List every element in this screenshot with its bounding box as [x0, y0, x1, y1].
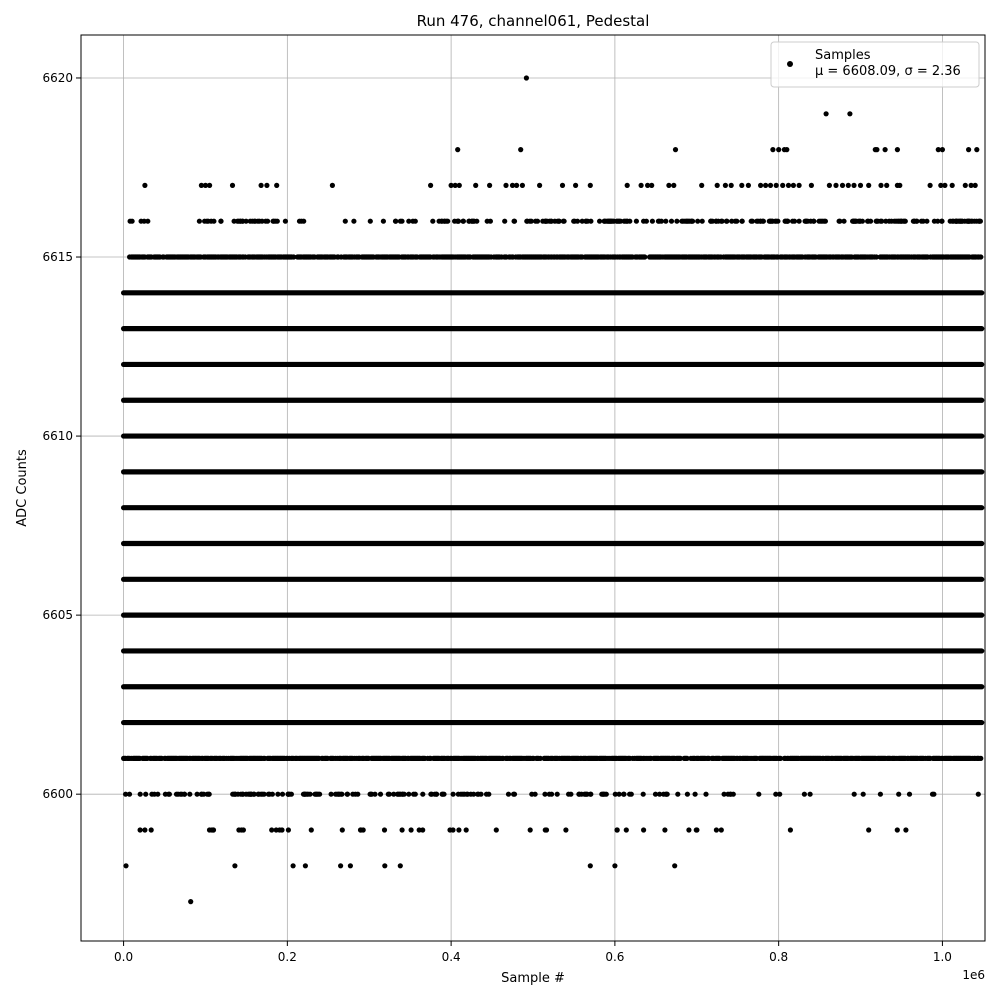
- sample-point: [760, 219, 765, 224]
- sample-point: [716, 219, 721, 224]
- sample-point: [797, 183, 802, 188]
- sample-point: [402, 792, 407, 797]
- sample-point: [473, 183, 478, 188]
- sample-point: [142, 183, 147, 188]
- sample-point: [824, 111, 829, 116]
- sample-point: [833, 183, 838, 188]
- sample-point: [182, 792, 187, 797]
- sample-point: [729, 183, 734, 188]
- sample-point: [966, 219, 971, 224]
- sample-point: [486, 792, 491, 797]
- sample-point: [269, 827, 274, 832]
- sample-point: [241, 827, 246, 832]
- sample-point: [537, 183, 542, 188]
- sample-point: [942, 183, 947, 188]
- sample-point: [511, 219, 516, 224]
- sample-point: [317, 792, 322, 797]
- sample-point: [657, 219, 662, 224]
- sample-point: [393, 219, 398, 224]
- sample-point: [549, 792, 554, 797]
- sample-point: [883, 147, 888, 152]
- sample-point: [625, 183, 630, 188]
- sample-point: [411, 792, 416, 797]
- sample-point: [434, 792, 439, 797]
- x-axis-offset-text: 1e6: [962, 968, 985, 982]
- legend-marker: [787, 61, 793, 67]
- sample-point: [439, 219, 444, 224]
- sample-point: [465, 792, 470, 797]
- legend-stats-label: μ = 6608.09, σ = 2.36: [815, 64, 961, 79]
- sample-point: [127, 792, 132, 797]
- y-axis-label: ADC Counts: [15, 449, 30, 527]
- sample-point: [471, 792, 476, 797]
- sample-point: [875, 219, 880, 224]
- sample-point: [210, 827, 215, 832]
- x-axis-label: Sample #: [501, 971, 565, 986]
- sample-point: [641, 827, 646, 832]
- sample-point: [149, 827, 154, 832]
- sample-point: [130, 219, 135, 224]
- sample-point: [187, 792, 192, 797]
- sample-point: [785, 219, 790, 224]
- sample-point: [847, 111, 852, 116]
- sample-point: [780, 183, 785, 188]
- sample-point: [256, 792, 261, 797]
- sample-point: [739, 183, 744, 188]
- sample-point: [540, 219, 545, 224]
- sample-point: [699, 183, 704, 188]
- sample-point: [950, 183, 955, 188]
- sample-point: [312, 792, 317, 797]
- sample-point: [338, 863, 343, 868]
- y-tick-label: 6610: [42, 429, 73, 444]
- sample-point: [669, 219, 674, 224]
- sample-point: [700, 219, 705, 224]
- sample-point: [883, 219, 888, 224]
- sample-point: [671, 183, 676, 188]
- sample-point: [897, 183, 902, 188]
- sample-point: [291, 863, 296, 868]
- sample-point: [255, 219, 260, 224]
- sample-point: [230, 183, 235, 188]
- sample-point: [682, 219, 687, 224]
- sample-point: [303, 863, 308, 868]
- sample-point: [233, 792, 238, 797]
- sample-point: [866, 183, 871, 188]
- sample-point: [573, 183, 578, 188]
- sample-point: [309, 827, 314, 832]
- sample-point: [514, 183, 519, 188]
- sample-point: [774, 183, 779, 188]
- sample-point: [270, 792, 275, 797]
- sample-point: [827, 183, 832, 188]
- sample-point: [674, 219, 679, 224]
- sample-point: [662, 827, 667, 832]
- sample-point: [286, 827, 291, 832]
- sample-point: [612, 863, 617, 868]
- sample-point: [400, 827, 405, 832]
- sample-point: [802, 792, 807, 797]
- sample-point: [608, 219, 613, 224]
- sample-point: [895, 219, 900, 224]
- sample-point: [467, 219, 472, 224]
- sample-point: [351, 219, 356, 224]
- sample-point: [788, 827, 793, 832]
- sample-point: [330, 183, 335, 188]
- sample-point: [809, 183, 814, 188]
- x-tick-label: 0.4: [441, 950, 461, 964]
- sample-point: [563, 827, 568, 832]
- sample-point: [588, 219, 593, 224]
- sample-point: [244, 219, 249, 224]
- sample-point: [719, 827, 724, 832]
- sample-point: [786, 183, 791, 188]
- sample-point: [621, 792, 626, 797]
- sample-point: [583, 792, 588, 797]
- sample-point: [444, 219, 449, 224]
- sample-point: [283, 219, 288, 224]
- sample-point: [763, 183, 768, 188]
- sample-point: [693, 792, 698, 797]
- sample-point: [552, 219, 557, 224]
- sample-point: [382, 827, 387, 832]
- sample-point: [758, 183, 763, 188]
- sample-point: [840, 183, 845, 188]
- sample-point: [503, 183, 508, 188]
- x-tick-label: 0.0: [114, 950, 134, 964]
- sample-point: [207, 183, 212, 188]
- sample-point: [615, 219, 620, 224]
- sample-point: [928, 183, 933, 188]
- sample-point: [746, 183, 751, 188]
- x-tick-label: 0.8: [769, 950, 789, 964]
- sample-point: [588, 183, 593, 188]
- sample-point: [811, 219, 816, 224]
- sample-point: [487, 183, 492, 188]
- sample-point: [675, 792, 680, 797]
- sample-point: [649, 183, 654, 188]
- sample-point: [348, 863, 353, 868]
- sample-point: [973, 183, 978, 188]
- sample-point: [903, 827, 908, 832]
- sample-point: [382, 863, 387, 868]
- sample-point: [474, 219, 479, 224]
- sample-point: [406, 219, 411, 224]
- sample-point: [940, 147, 945, 152]
- sample-point: [791, 183, 796, 188]
- sample-point: [340, 827, 345, 832]
- chart-title: Run 476, channel061, Pedestal: [416, 12, 650, 30]
- sample-point: [588, 792, 593, 797]
- sample-point: [555, 792, 560, 797]
- sample-point: [398, 219, 403, 224]
- sample-point: [627, 792, 632, 797]
- sample-point: [729, 219, 734, 224]
- sample-point: [770, 147, 775, 152]
- sample-point: [597, 219, 602, 224]
- sample-point: [666, 183, 671, 188]
- sample-point: [977, 219, 982, 224]
- legend: [771, 42, 979, 87]
- sample-point: [174, 792, 179, 797]
- sample-point: [784, 147, 789, 152]
- sample-point: [878, 183, 883, 188]
- sample-point: [211, 219, 216, 224]
- sample-point: [461, 219, 466, 224]
- sample-point: [142, 827, 147, 832]
- sample-point: [420, 792, 425, 797]
- sample-point: [823, 219, 828, 224]
- sample-point: [123, 863, 128, 868]
- sample-point: [841, 219, 846, 224]
- sample-point: [369, 792, 374, 797]
- sample-point: [560, 183, 565, 188]
- x-tick-label: 0.6: [605, 950, 625, 964]
- sample-point: [368, 219, 373, 224]
- y-tick-label: 6605: [42, 608, 73, 623]
- sample-point: [297, 219, 302, 224]
- sample-point: [506, 792, 511, 797]
- sample-point: [456, 792, 461, 797]
- sample-point: [345, 792, 350, 797]
- sample-point: [152, 792, 157, 797]
- sample-point: [249, 792, 254, 797]
- sample-point: [398, 863, 403, 868]
- sample-point: [907, 792, 912, 797]
- sample-point: [238, 219, 243, 224]
- sample-point: [974, 147, 979, 152]
- sample-point: [232, 863, 237, 868]
- sample-point: [561, 219, 566, 224]
- sample-point: [715, 183, 720, 188]
- sample-point: [450, 827, 455, 832]
- sample-point: [456, 219, 461, 224]
- sample-point: [568, 792, 573, 797]
- sample-point: [878, 792, 883, 797]
- sample-point: [774, 219, 779, 224]
- sample-point: [866, 827, 871, 832]
- sample-point: [805, 219, 810, 224]
- sample-point: [529, 792, 534, 797]
- sample-point: [271, 219, 276, 224]
- sample-point: [978, 254, 983, 259]
- sample-point: [456, 827, 461, 832]
- sample-point: [754, 219, 759, 224]
- sample-point: [641, 792, 646, 797]
- sample-point: [852, 792, 857, 797]
- sample-point: [673, 147, 678, 152]
- sample-point: [978, 756, 983, 761]
- sample-point: [884, 183, 889, 188]
- sample-point: [529, 219, 534, 224]
- sample-point: [644, 219, 649, 224]
- x-tick-label: 1.0: [932, 950, 952, 964]
- sample-point: [202, 219, 207, 224]
- sample-point: [440, 792, 445, 797]
- sample-point: [350, 792, 355, 797]
- sample-point: [387, 792, 392, 797]
- sample-point: [336, 792, 341, 797]
- sample-point: [413, 219, 418, 224]
- sample-point: [895, 147, 900, 152]
- y-tick-label: 6600: [42, 787, 73, 802]
- sample-point: [274, 827, 279, 832]
- sample-point: [685, 792, 690, 797]
- sample-point: [588, 863, 593, 868]
- sample-point: [460, 792, 465, 797]
- y-tick-label: 6615: [42, 250, 73, 265]
- sample-point: [694, 827, 699, 832]
- sample-point: [240, 792, 245, 797]
- sample-point: [457, 183, 462, 188]
- sample-point: [672, 863, 677, 868]
- sample-point: [851, 219, 856, 224]
- sample-point: [846, 183, 851, 188]
- sample-point: [206, 792, 211, 797]
- sample-point: [142, 219, 147, 224]
- sample-point: [520, 183, 525, 188]
- sample-point: [613, 792, 618, 797]
- sample-point: [197, 219, 202, 224]
- sample-point: [518, 147, 523, 152]
- sample-point: [528, 827, 533, 832]
- sample-point: [624, 827, 629, 832]
- sample-point: [912, 219, 917, 224]
- sample-point: [939, 219, 944, 224]
- sample-point: [650, 219, 655, 224]
- sample-point: [306, 792, 311, 797]
- sample-point: [138, 792, 143, 797]
- sample-point: [725, 792, 730, 797]
- sample-point: [963, 183, 968, 188]
- sample-point: [817, 219, 822, 224]
- sample-point: [199, 792, 204, 797]
- sample-point: [464, 827, 469, 832]
- sample-point: [895, 827, 900, 832]
- sample-point: [665, 792, 670, 797]
- sample-point: [274, 183, 279, 188]
- sample-point: [615, 827, 620, 832]
- sample-point: [143, 792, 148, 797]
- sample-point: [263, 219, 268, 224]
- sample-point: [409, 827, 414, 832]
- sample-point: [218, 219, 223, 224]
- sample-point: [634, 219, 639, 224]
- x-tick-label: 0.2: [277, 950, 297, 964]
- sample-point: [739, 219, 744, 224]
- sample-point: [476, 792, 481, 797]
- sample-point: [639, 183, 644, 188]
- sample-point: [275, 792, 280, 797]
- sample-point: [695, 219, 700, 224]
- sample-point: [966, 147, 971, 152]
- sample-point: [690, 219, 695, 224]
- sample-point: [455, 147, 460, 152]
- sample-point: [250, 219, 255, 224]
- sample-point: [931, 792, 936, 797]
- sample-point: [259, 183, 264, 188]
- sample-point: [874, 147, 879, 152]
- sample-point: [627, 219, 632, 224]
- sample-point: [502, 219, 507, 224]
- sample-point: [428, 792, 433, 797]
- sample-point: [724, 219, 729, 224]
- sample-point: [451, 792, 456, 797]
- sample-point: [756, 792, 761, 797]
- sample-point: [511, 792, 516, 797]
- sample-point: [524, 75, 529, 80]
- sample-point: [286, 792, 291, 797]
- sample-point: [653, 792, 658, 797]
- sample-point: [188, 899, 193, 904]
- sample-point: [714, 827, 719, 832]
- sample-point: [858, 183, 863, 188]
- sample-point: [428, 183, 433, 188]
- sample-point: [954, 219, 959, 224]
- sample-point: [924, 219, 929, 224]
- sample-point: [902, 219, 907, 224]
- sample-point: [417, 827, 422, 832]
- sample-point: [378, 792, 383, 797]
- sample-point: [488, 219, 493, 224]
- sample-point: [279, 827, 284, 832]
- sample-point: [381, 219, 386, 224]
- legend-series-name: Samples: [815, 48, 871, 63]
- sample-point: [580, 219, 585, 224]
- sample-point: [703, 792, 708, 797]
- sample-point: [361, 827, 366, 832]
- sample-point: [790, 219, 795, 224]
- sample-point: [797, 219, 802, 224]
- sample-point: [494, 827, 499, 832]
- sample-point: [138, 827, 143, 832]
- sample-point: [167, 792, 172, 797]
- sample-point: [572, 219, 577, 224]
- sample-point: [896, 792, 901, 797]
- sample-point: [576, 792, 581, 797]
- sample-point: [851, 183, 856, 188]
- sample-point: [861, 792, 866, 797]
- sample-point: [768, 183, 773, 188]
- sample-point: [406, 792, 411, 797]
- y-tick-label: 6620: [42, 70, 73, 85]
- sample-point: [776, 147, 781, 152]
- sample-point: [932, 219, 937, 224]
- sample-point: [264, 183, 269, 188]
- sample-point: [642, 254, 647, 259]
- sample-point: [343, 219, 348, 224]
- sample-point: [686, 827, 691, 832]
- sample-point: [808, 792, 813, 797]
- sample-point: [865, 219, 870, 224]
- sample-point: [280, 792, 285, 797]
- sample-point: [329, 792, 334, 797]
- sample-point: [948, 219, 953, 224]
- sample-point: [777, 792, 782, 797]
- sample-point: [976, 792, 981, 797]
- sample-point: [430, 219, 435, 224]
- sample-point: [599, 792, 604, 797]
- sample-point: [767, 219, 772, 224]
- sample-point: [723, 183, 728, 188]
- sample-point: [544, 827, 549, 832]
